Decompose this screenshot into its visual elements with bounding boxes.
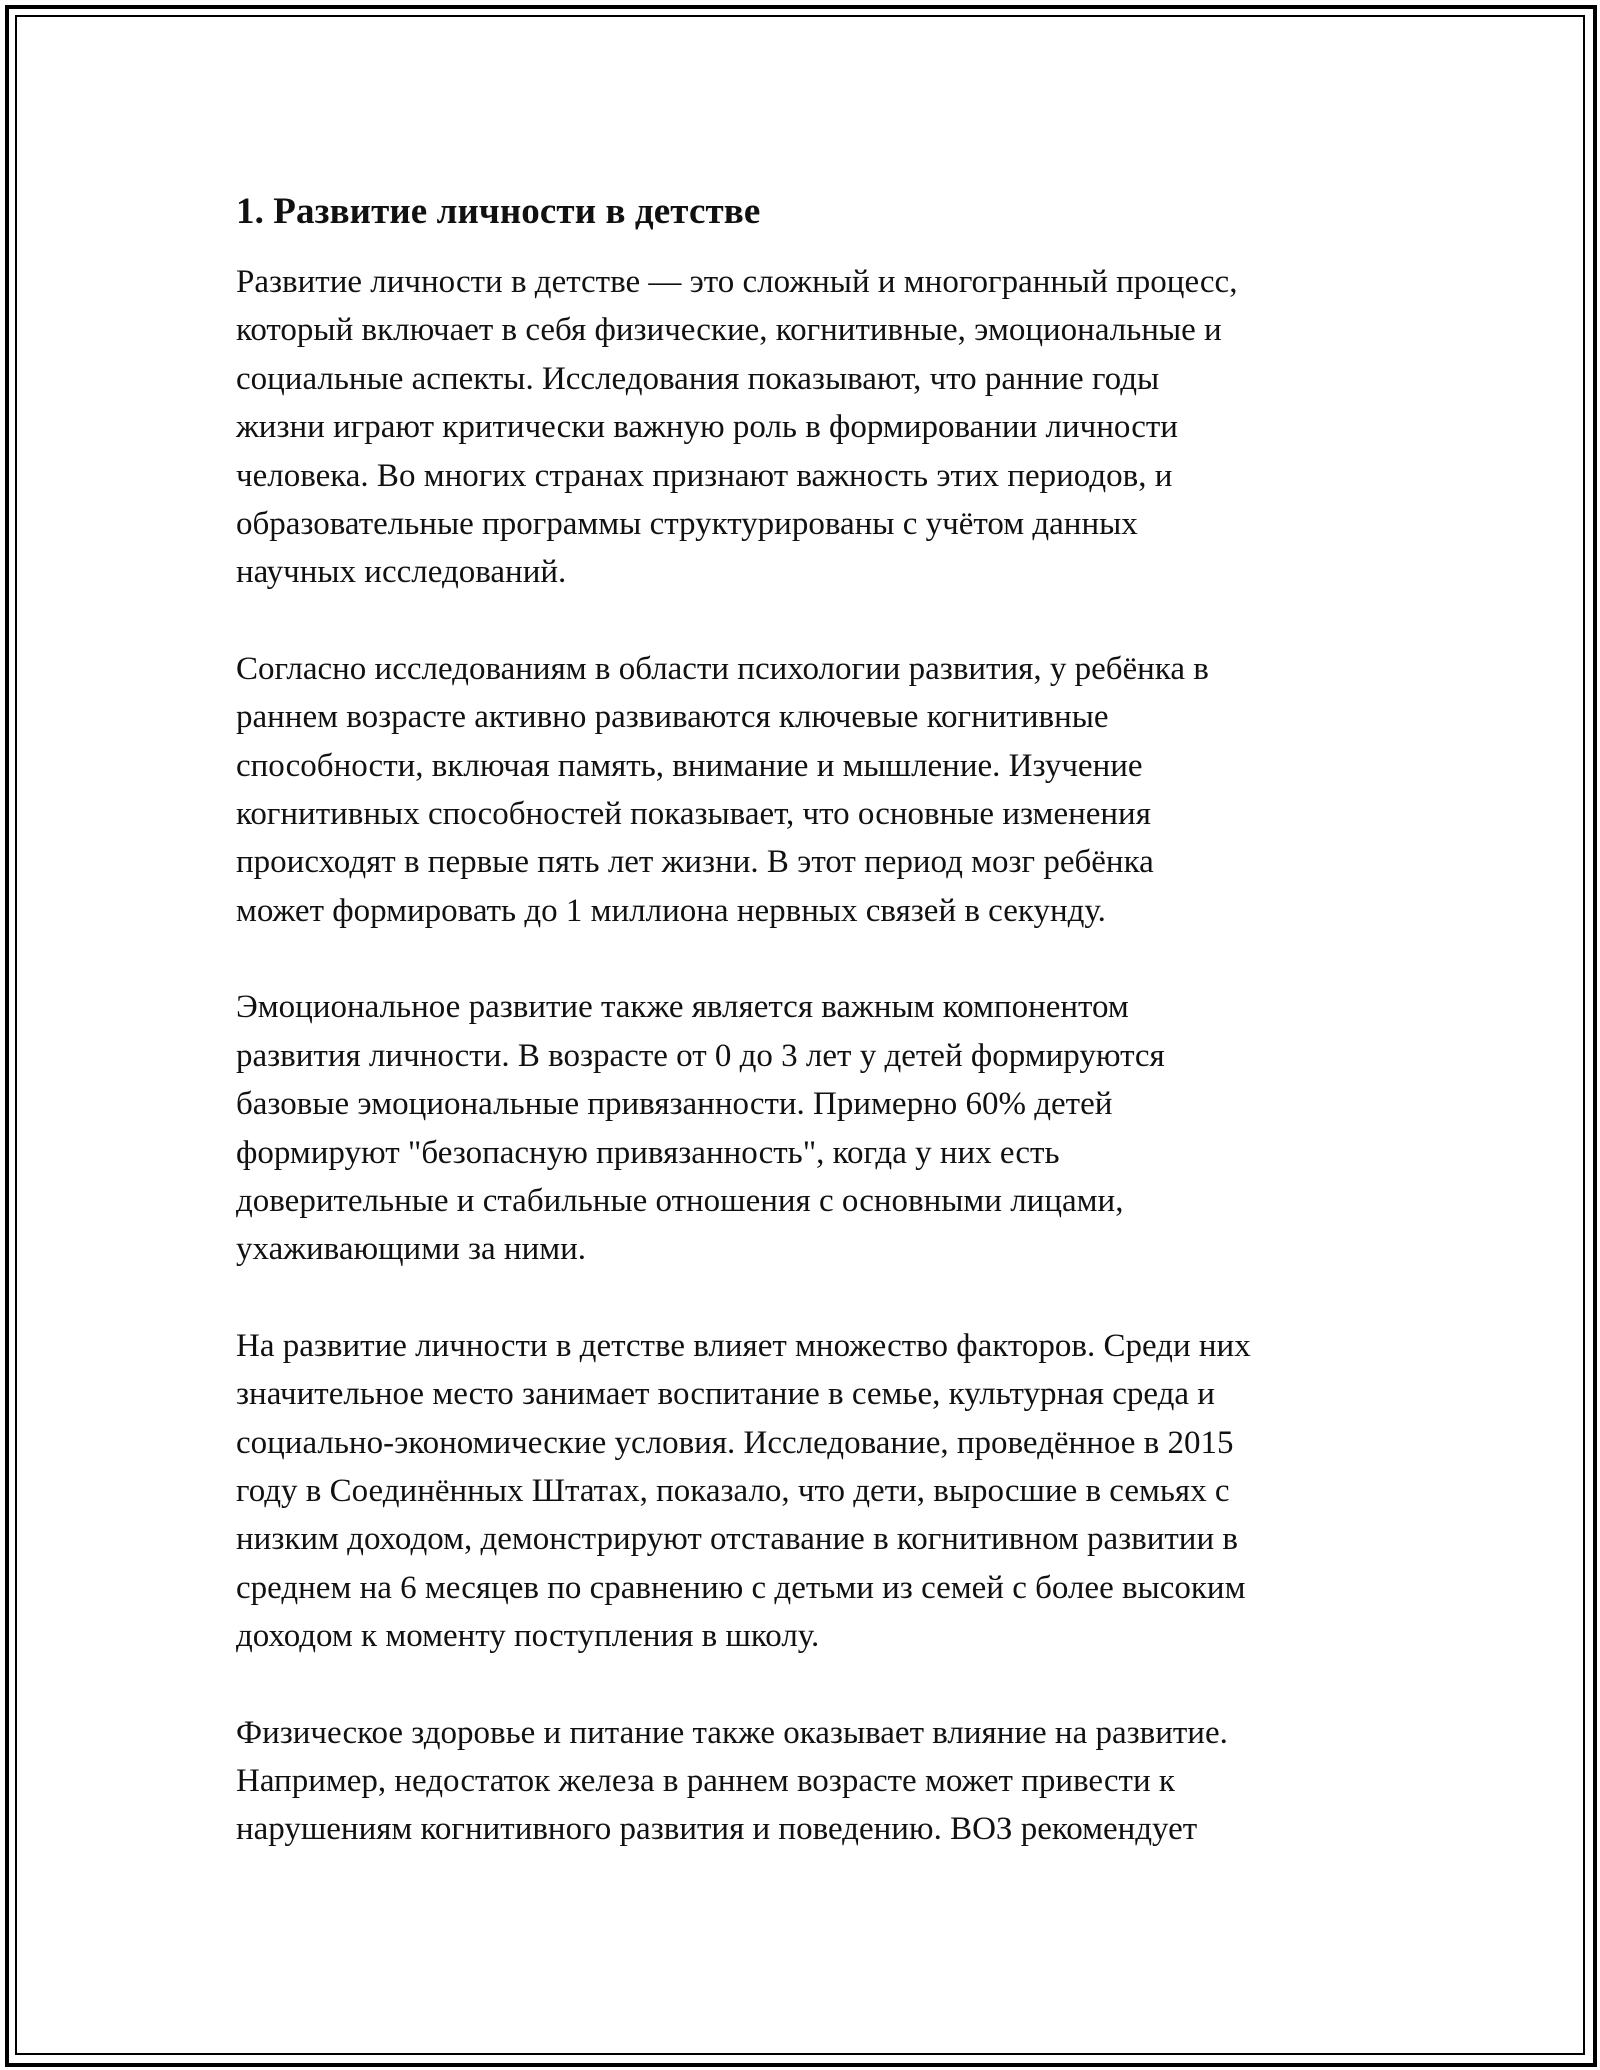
document-page: [236, 188, 1386, 1902]
paragraph-cognitive: Согласно исследованиям в области психологии развития, у ребёнка в раннем возрасте активно развиваются ключевые когнитивные способности, включая память, внимание и мышление. Изучение когнитивных способностей показывает, что основные изменения происходят в первые пять лет жизни. В этот период мозг ребёнка может формировать до 1 миллиона нервных связей в секунду.: [236, 650, 1209, 929]
paragraph-health: Физическое здоровье и питание также оказывает влияние на развитие. Например, недостаток железа в раннем возрасте может привести к нарушениям когнитивного развития и поведению. ВОЗ рекомендует: [236, 1714, 1228, 1848]
paragraph-intro: Развитие личности в детстве — это сложный и многогранный процесс, который включает в себя физические, когнитивные, эмоциональные и социальные аспекты. Исследования показывают, что ранние годы жизни играют критически важную роль в формировании личности человека. Во многих странах признают важность этих периодов, и образовательные программы структурированы с учётом данных научных исследований.: [236, 264, 1238, 591]
paragraph-factors: На развитие личности в детстве влияет множество факторов. Среди них значительное место занимает воспитание в семье, культурная среда и социально-экономические условия. Исследование, проведённое в 2015 году в Соединённых Штатах, показало, что дети, выросшие в семьях с низким доходом, демонстрируют отставание в когнитивном развитии в среднем на 6 месяцев по сравнению с детьми из семей с более высоким доходом к моменту поступления в школу.: [236, 1327, 1251, 1655]
paragraph-emotional: Эмоциональное развитие также является важным компонентом развития личности. В возрасте от 0 до 3 лет у детей формируются базовые эмоциональные привязанности. Примерно 60% детей формируют "безопасную привязанность", когда у них есть доверительные и стабильные отношения с основными лицами, ухаживающими за ними.: [236, 989, 1165, 1268]
section-heading: 1. Развитие личности в детстве: [236, 191, 761, 232]
